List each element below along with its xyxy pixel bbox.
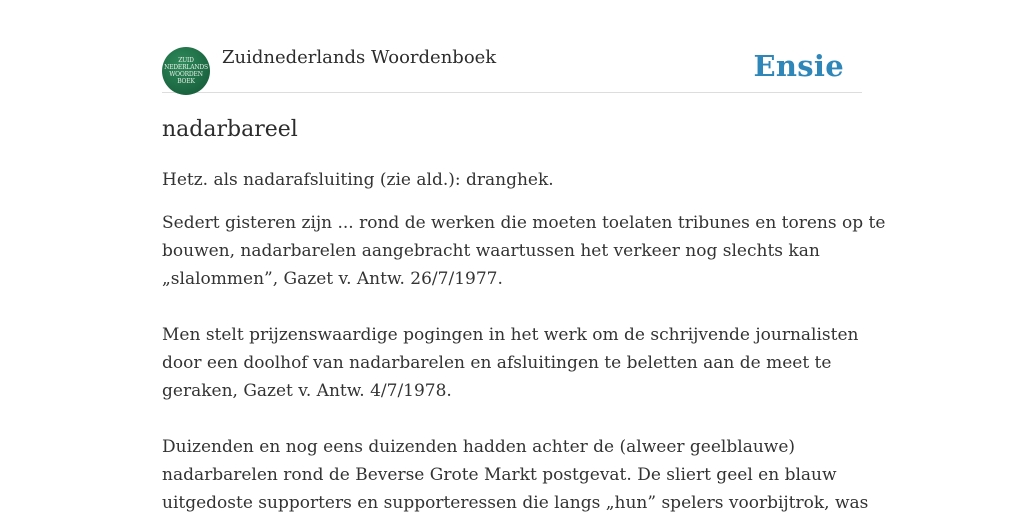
logo-text-line: BOEK [177, 78, 195, 85]
example-line: Duizenden en nog eens duizenden hadden achter de (alweer geelblauwe) [162, 437, 796, 457]
example-line: nadarbarelen rond de Beverse Grote Markt postgevat. De sliert geel en blauw [162, 465, 837, 485]
example-line: Men stelt prijzenswaardige pogingen in het werk om de schrijvende journalisten [162, 325, 859, 345]
example-line: geraken, Gazet v. Antw. 4/7/1978. [162, 381, 452, 401]
example-line: door een doolhof van nadarbarelen en afsluitingen te beletten aan de meet te [162, 353, 832, 373]
dictionary-title-link[interactable]: Zuidnederlands Woordenboek [222, 47, 497, 68]
entry-content [162, 112, 886, 512]
example-line: uitgedoste supporters en supporteressen die langs „hun” spelers voorbijtrok, was [162, 493, 869, 512]
example-list [162, 209, 886, 512]
example-quote [162, 433, 867, 512]
example-line: bouwen, nadarbarelen aangebracht waartussen het verkeer nog slechts kan [162, 241, 820, 261]
logo-text-line: NEDERLANDS [164, 64, 208, 71]
site-header [162, 44, 862, 93]
example-quote [162, 321, 867, 405]
entry-word: nadarbareel [162, 117, 298, 142]
entry-definition: Hetz. als nadarafsluiting (zie ald.): dranghek. [162, 170, 554, 190]
example-quote [162, 209, 886, 293]
dictionary-logo[interactable] [162, 47, 210, 95]
logo-text-line: WOORDEN [169, 71, 203, 78]
logo-text-line: ZUID [178, 57, 194, 64]
example-line: „slalommen”, Gazet v. Antw. 26/7/1977. [162, 269, 503, 289]
ensie-brand-logo[interactable]: Ensie [753, 49, 844, 83]
example-line: Sedert gisteren zijn ... rond de werken die moeten toelaten tribunes en torens op te [162, 213, 886, 233]
